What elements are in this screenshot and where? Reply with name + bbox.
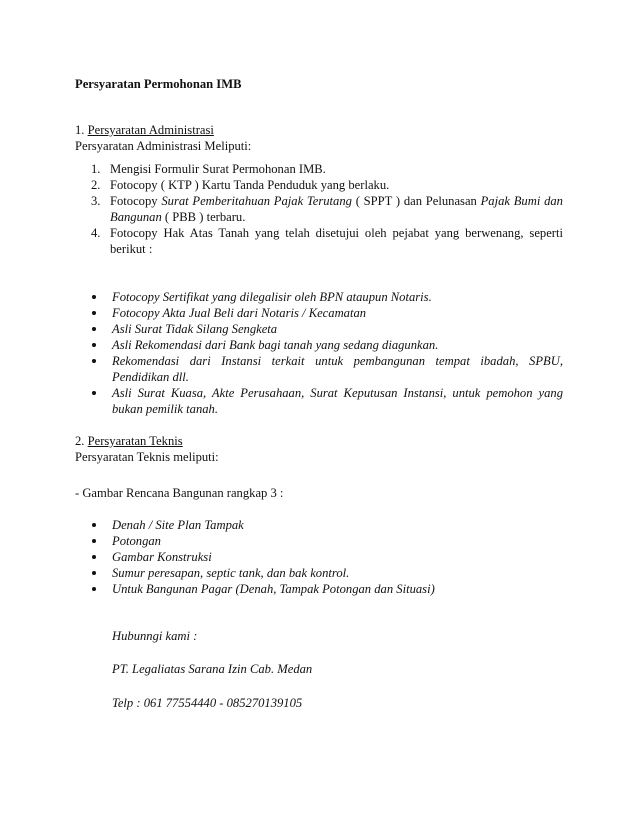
administrasi-list	[75, 161, 563, 257]
list-item: Denah / Site Plan Tampak	[75, 517, 563, 533]
document-title: Persyaratan Permohonan IMB	[75, 77, 242, 91]
list-item: Sumur peresapan, septic tank, dan bak kontrol.	[75, 565, 563, 581]
section-2-number: 2.	[75, 434, 85, 448]
list-item: Gambar Konstruksi	[75, 549, 563, 565]
teknis-bullets	[75, 517, 563, 597]
section-1-heading-text: Persyaratan Administrasi	[87, 123, 214, 137]
gambar-rencana-line: - Gambar Rencana Bangunan rangkap 3 :	[75, 486, 284, 500]
list-item: Rekomendasi dari Instansi terkait untuk pembangunan tempat ibadah, SPBU, Pendidikan dll.	[75, 353, 563, 385]
bullet-icon	[92, 359, 96, 363]
bullet-icon	[92, 539, 96, 543]
contact-company: PT. Legaliatas Sarana Izin Cab. Medan	[112, 662, 313, 676]
list-item: Fotocopy Akta Jual Beli dari Notaris / Kecamatan	[75, 305, 563, 321]
section-2-heading-text: Persyaratan Teknis	[87, 434, 183, 448]
section-2-intro: Persyaratan Teknis meliputi:	[75, 450, 219, 464]
list-item: 2. Fotocopy ( KTP ) Kartu Tanda Penduduk yang berlaku.	[91, 178, 390, 192]
contact-phone: Telp : 061 77554440 - 085270139105	[112, 696, 303, 710]
bullet-icon	[92, 555, 96, 559]
section-2	[75, 433, 563, 465]
list-item: 3. Fotocopy Surat Pemberitahuan Pajak Terutang ( SPPT ) dan Pelunasan Pajak Bumi dan Bangunan ( PBB ) terbaru.	[91, 194, 563, 224]
section-1-number: 1.	[75, 123, 85, 137]
list-item: 1. Mengisi Formulir Surat Permohonan IMB.	[91, 162, 326, 176]
list-item: Potongan	[75, 533, 563, 549]
list-item: Asli Rekomendasi dari Bank bagi tanah yang sedang diagunkan.	[75, 337, 563, 353]
bullet-icon	[92, 587, 96, 591]
list-item: Fotocopy Sertifikat yang dilegalisir oleh BPN ataupun Notaris.	[75, 289, 563, 305]
list-item: Asli Surat Kuasa, Akte Perusahaan, Surat Keputusan Instansi, untuk pemohon yang bukan pemilik tanah.	[75, 385, 563, 417]
bullet-icon	[92, 523, 96, 527]
bullet-icon	[92, 571, 96, 575]
bullet-icon	[92, 295, 96, 299]
list-item: Untuk Bangunan Pagar (Denah, Tampak Potongan dan Situasi)	[75, 581, 563, 597]
bullet-icon	[92, 311, 96, 315]
bullet-icon	[92, 327, 96, 331]
section-2-heading	[75, 433, 563, 449]
list-item: Asli Surat Tidak Silang Sengketa	[75, 321, 563, 337]
section-1-intro: Persyaratan Administrasi Meliputi:	[75, 139, 252, 153]
bullet-icon	[92, 391, 96, 395]
section-1	[75, 122, 563, 154]
bullet-icon	[92, 343, 96, 347]
contact-heading: Hubunngi kami :	[112, 629, 198, 643]
section-1-heading	[75, 122, 563, 138]
list-item: 4. Fotocopy Hak Atas Tanah yang telah disetujui oleh pejabat yang berwenang, seperti berikut :	[91, 226, 563, 256]
hak-tanah-bullets	[75, 289, 563, 417]
